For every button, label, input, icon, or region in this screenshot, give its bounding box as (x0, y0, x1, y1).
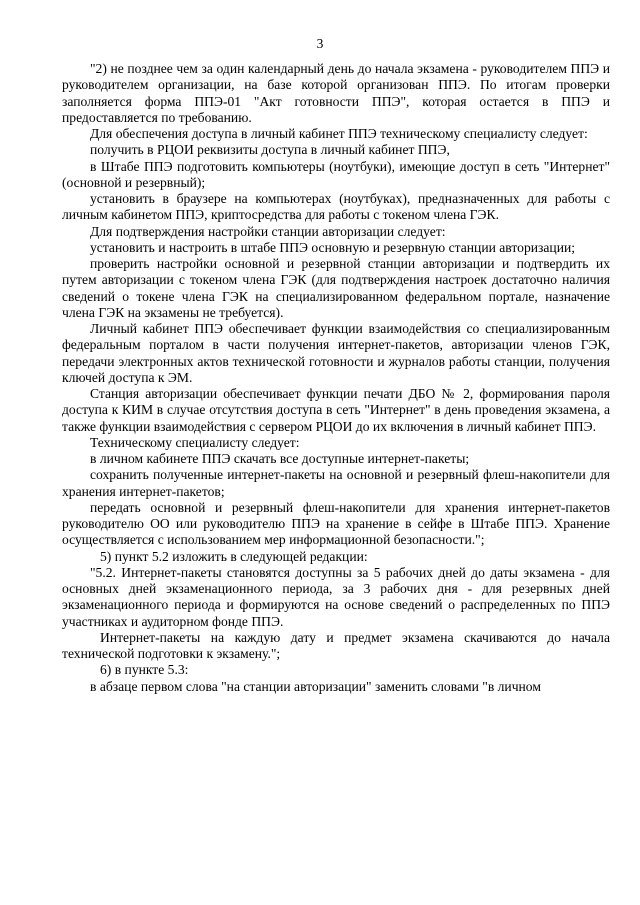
paragraph-prepare-computers: в Штабе ППЭ подготовить компьютеры (ноутбуки), имеющие доступ в сеть "Интернет" (основной и резервный); (62, 158, 610, 190)
paragraph-transfer-drives: передать основной и резервный флеш-накопители для хранения интернет-пакетов руководителю ОО или руководителю ППЭ на хранение в сейфе в Штабе ППЭ. Хранение осуществляется с использованием мер информационной безопасности."; (62, 499, 610, 548)
paragraph-download-packages: в личном кабинете ППЭ скачать все доступные интернет-пакеты; (90, 451, 470, 466)
paragraph-install-crypto: установить в браузере на компьютерах (ноутбуках), предназначенных для работы с личным кабинетом ППЭ, криптосредства для работы с токеном члена ГЭК. (62, 191, 610, 223)
paragraph-clause-5-2: "5.2. Интернет-пакеты становятся доступны за 5 рабочих дней до даты экзамена - для основных дней экзаменационного периода, за 3 рабочих дня - для резервных дней экзаменационного периода и формируются на основе сведений о распределенных по ППЭ участниках и аудиторном фонде ППЭ. (62, 564, 610, 629)
document-body (62, 61, 610, 695)
paragraph-cabinet-functions: Личный кабинет ППЭ обеспечивает функции взаимодействия со специализированным федеральным порталом в части получения интернет-пакетов, авторизации членов ГЭК, передачи электронных актов технической готовности и журналов работы станции, получения ключей доступа к ЭМ. (62, 321, 610, 385)
paragraph-get-credentials: получить в РЦОИ реквизиты доступа в личный кабинет ППЭ, (90, 142, 450, 158)
paragraph-item-2-deadline: "2) не позднее чем за один календарный день до начала экзамена - руководителем ППЭ и руководителем организации, на базе которой организован ППЭ. По итогам проверки заполняется форма ППЭ-01 "Акт готовности ППЭ", которая остается в ППЭ и предоставляется по требованию. (62, 61, 610, 125)
paragraph-auth-station-intro: Для подтверждения настройки станции авторизации следует: (90, 223, 446, 239)
paragraph-first-paragraph-words: в абзаце первом слова "на станции авторизации" заменить словами "в личном (90, 678, 541, 694)
paragraph-access-intro: Для обеспечения доступа в личный кабинет ППЭ техническому специалисту следует: (90, 126, 588, 141)
paragraph-save-packages: сохранить полученные интернет-пакеты на основной и резервный флеш-накопители для хранения интернет-пакетов; (62, 467, 610, 499)
paragraph-item-6: 6) в пункте 5.3: (100, 662, 189, 678)
paragraph-packages-download: Интернет-пакеты на каждую дату и предмет экзамена скачиваются до начала технической подготовки к экзамену."; (62, 629, 610, 661)
paragraph-item-5: 5) пункт 5.2 изложить в следующей редакции: (100, 548, 368, 564)
paragraph-check-stations: проверить настройки основной и резервной станции авторизации и подтвердить их путем авторизации с токеном члена ГЭК (для подтверждения настроек достаточно наличия сведений о токене члена ГЭК на специализированном федеральном портале, назначение члена ГЭК на экзамены не требуется). (62, 256, 610, 320)
paragraph-install-stations: установить и настроить в штабе ППЭ основную и резервную станции авторизации; (90, 239, 576, 255)
page-number: 3 (316, 36, 324, 51)
paragraph-station-functions: Станция авторизации обеспечивает функции печати ДБО № 2, формирования пароля доступа к КИМ в случае отсутствия доступа в сеть "Интернет" в день проведения экзамена, а также функции взаимодействия с сервером РЦОИ до их включения в личный кабинет ППЭ. (62, 386, 610, 434)
paragraph-tech-specialist-intro: Техническому специалисту следует: (90, 434, 300, 450)
